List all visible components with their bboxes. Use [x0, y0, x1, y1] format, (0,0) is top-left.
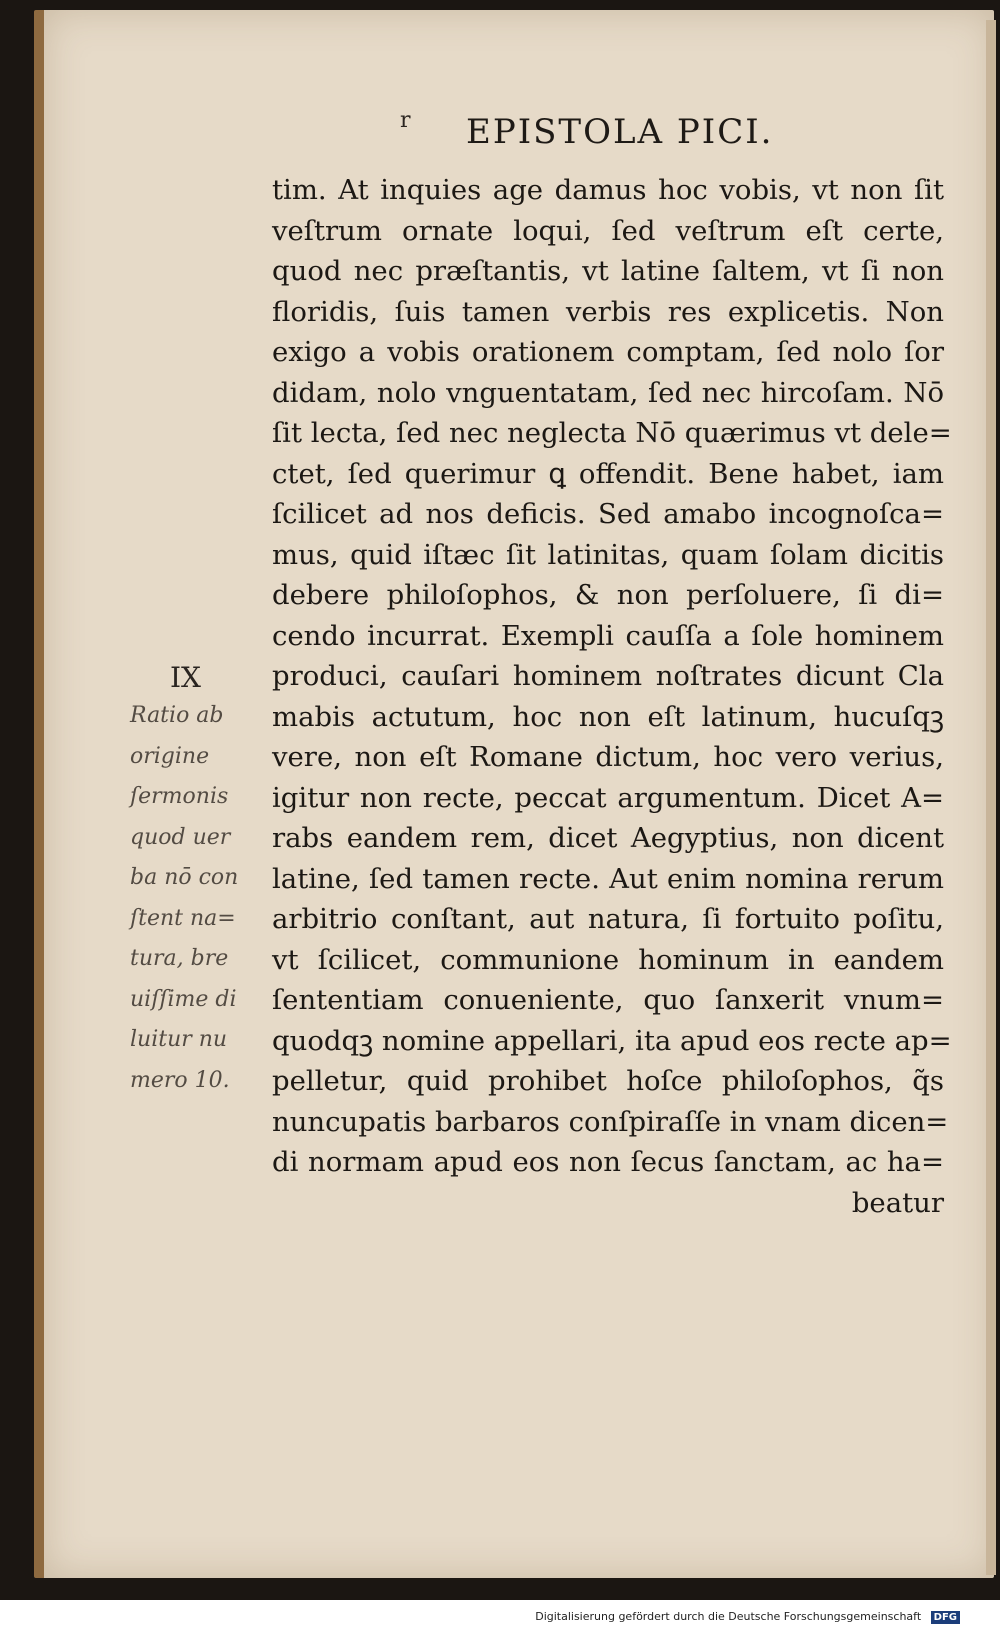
- text-line: debere philoſophos, & non perſoluere, ſi di=: [272, 579, 944, 611]
- marginal-note-line: ſermonis: [130, 784, 229, 809]
- text-line: arbitrio conſtant, aut natura, ſi fortuito poſitu,: [272, 903, 944, 935]
- text-line: exigo a vobis orationem comptam, ſed nolo ſor: [272, 336, 944, 368]
- marginal-note-line: Ratio ab: [130, 703, 224, 728]
- running-head-ornament: r: [400, 108, 411, 133]
- dfg-logo: DFG: [931, 1611, 960, 1624]
- marginal-note: [130, 660, 270, 1101]
- text-line: mus, quid iſtæc ſit latinitas, quam ſolam dicitis: [272, 538, 944, 571]
- text-line: produci, cauſari hominem noſtrates dicunt Cla: [272, 660, 944, 692]
- text-line: quodqꝫ nomine appellari, ita apud eos recte ap=: [272, 1024, 952, 1057]
- text-line: nuncupatis barbaros conſpiraſſe in vnam dicen=: [272, 1105, 949, 1138]
- marginal-note-line: ba nō con: [130, 865, 239, 890]
- text-line: vere, non eſt Romane dictum, hoc vero verius,: [272, 741, 944, 773]
- text-line: didam, nolo vnguentatam, ſed nec hircoſam. Nō: [272, 376, 944, 409]
- text-line: cendo incurrat. Exempli cauſſa a ſole hominem: [272, 619, 944, 652]
- text-line: mabis actutum, hoc non eſt latinum, hucuſqꝫ: [272, 700, 944, 733]
- catchword: beatur: [851, 1186, 944, 1219]
- text-line: quod nec præſtantis, vt latine ſaltem, vt ſi non: [272, 255, 944, 287]
- marginal-note-line: origine: [130, 743, 210, 769]
- marginal-note-line: luitur nu: [130, 1027, 228, 1052]
- text-line: ſit lecta, ſed nec neglecta Nō quærimus vt dele=: [272, 417, 952, 449]
- page-edge: [986, 20, 996, 1575]
- running-head-title: EPISTOLA PICI.: [466, 112, 774, 152]
- digitization-credit: [535, 1610, 960, 1624]
- text-line: di normam apud eos non ſecus ſanctam, ac ha=: [272, 1146, 944, 1178]
- text-line: igitur non recte, peccat argumentum. Dicet A=: [272, 781, 944, 814]
- body-text: [272, 170, 952, 1223]
- text-line: ſententiam conueniente, quo ſanxerit vnum=: [272, 984, 944, 1016]
- marginal-note-line: ſtent na=: [130, 905, 236, 931]
- text-line: latine, ſed tamen recte. Aut enim nomina rerum: [272, 862, 944, 895]
- text-line: ſcilicet ad nos deficis. Sed amabo incognoſca=: [272, 498, 944, 530]
- text-line: ctet, ſed querimur ꝗ offendit. Bene habet, iam: [272, 457, 944, 490]
- credit-text: Digitalisierung gefördert durch die Deutsche Forschungsgemeinschaft: [535, 1610, 922, 1623]
- marginal-note-line: tura, bre: [130, 946, 229, 971]
- marginal-note-line: quod uer: [130, 824, 231, 850]
- marginal-note-line: uiſſime di: [130, 986, 237, 1012]
- text-line: tim. At inquies age damus hoc vobis, vt non ſit: [272, 174, 944, 206]
- text-line: veſtrum ornate loqui, ſed veſtrum eſt certe,: [272, 214, 944, 247]
- marginal-note-number: IX: [170, 661, 201, 694]
- text-line: floridis, ſuis tamen verbis res explicetis. Non: [272, 295, 944, 328]
- marginal-note-line: mero 10.: [130, 1067, 230, 1093]
- text-line: vt ſcilicet, communione hominum in eandem: [272, 943, 944, 976]
- text-line: pelletur, quid prohibet hoſce philoſophos, q̃s: [272, 1065, 944, 1097]
- text-line: rabs eandem rem, dicet Aegyptius, non dicent: [272, 822, 944, 854]
